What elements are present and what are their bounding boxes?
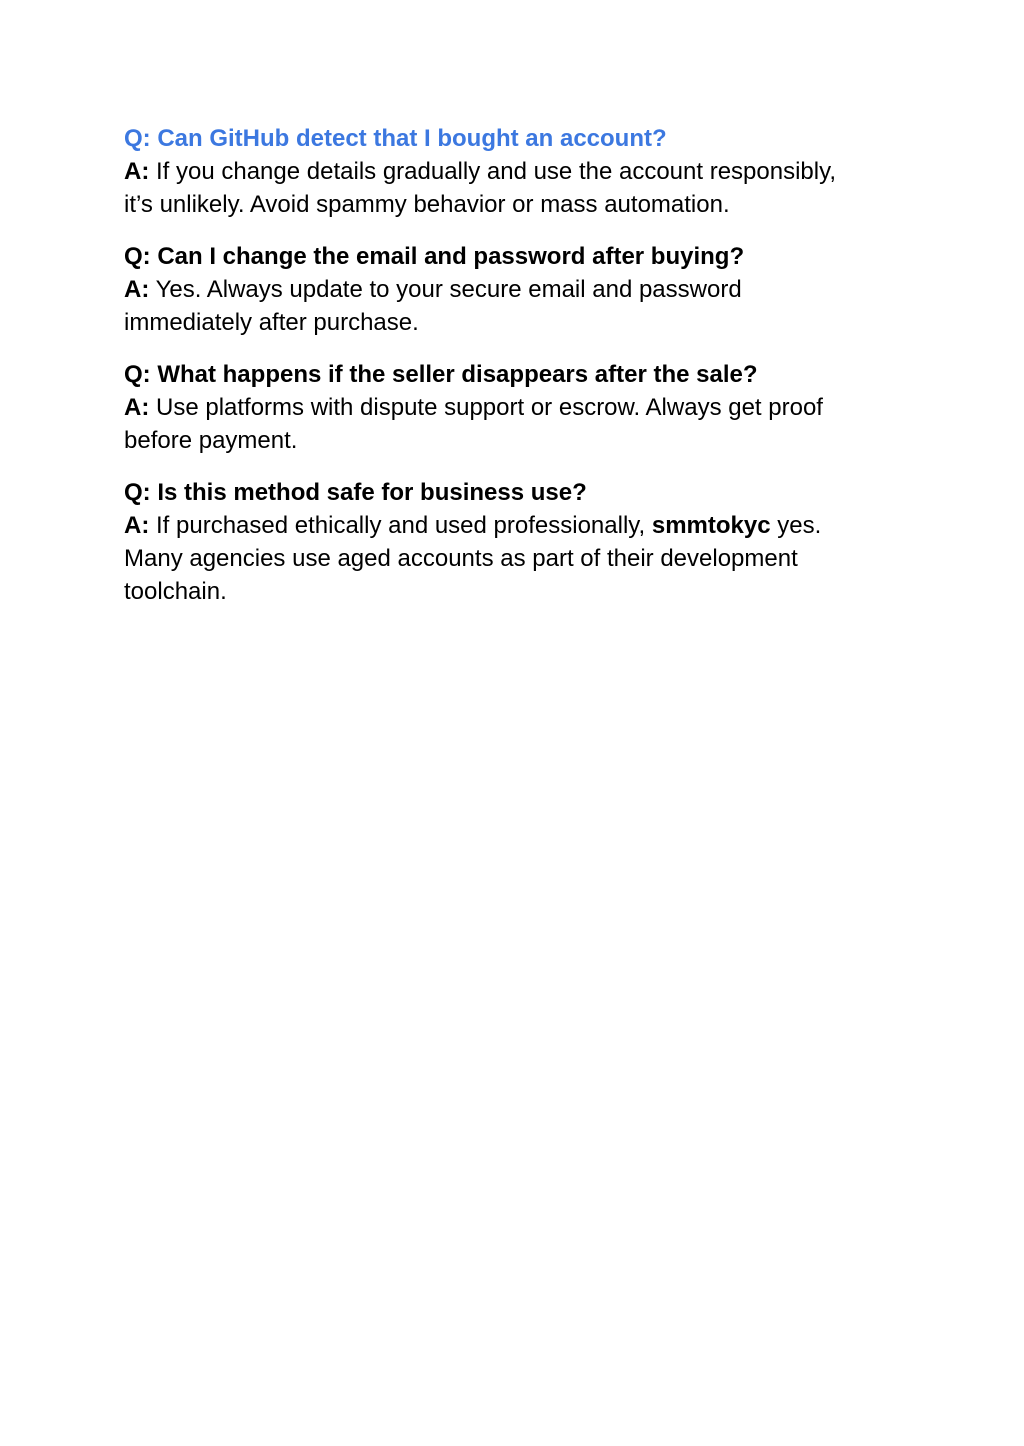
answer-text: If you change details gradually and use the account responsibly, xyxy=(149,158,836,185)
faq-question-link[interactable]: Q: Can GitHub detect that I bought an account? xyxy=(124,125,667,152)
answer-label: A: xyxy=(124,158,150,185)
faq-question: Q: What happens if the seller disappears after the sale? xyxy=(124,361,758,388)
answer-text: Yes. Always update to your secure email and password xyxy=(149,276,742,303)
faq-item xyxy=(124,240,924,339)
faq-answer-line xyxy=(124,509,924,542)
brand-name: smmtokyc xyxy=(651,512,771,539)
faq-question: Q: Is this method safe for business use? xyxy=(124,479,587,506)
faq-item xyxy=(124,476,924,608)
answer-text: Use platforms with dispute support or escrow. Always get proof xyxy=(149,394,823,421)
faq-answer-line xyxy=(124,155,924,188)
faq-answer-line: before payment. xyxy=(124,427,298,454)
faq-document xyxy=(124,122,924,627)
faq-item xyxy=(124,358,924,457)
faq-answer-line xyxy=(124,391,924,424)
answer-label: A: xyxy=(124,276,150,303)
answer-label: A: xyxy=(124,512,150,539)
faq-question: Q: Can I change the email and password after buying? xyxy=(124,243,745,270)
faq-answer-line: Many agencies use aged accounts as part of their development xyxy=(124,545,798,572)
answer-label: A: xyxy=(124,394,150,421)
faq-answer-line: it’s unlikely. Avoid spammy behavior or mass automation. xyxy=(124,191,730,218)
answer-text: yes. xyxy=(770,512,822,539)
faq-answer-line xyxy=(124,273,924,306)
answer-text: If purchased ethically and used professionally, xyxy=(149,512,652,539)
faq-answer-line: immediately after purchase. xyxy=(124,309,419,336)
faq-answer-line: toolchain. xyxy=(124,578,227,605)
faq-item xyxy=(124,122,924,221)
